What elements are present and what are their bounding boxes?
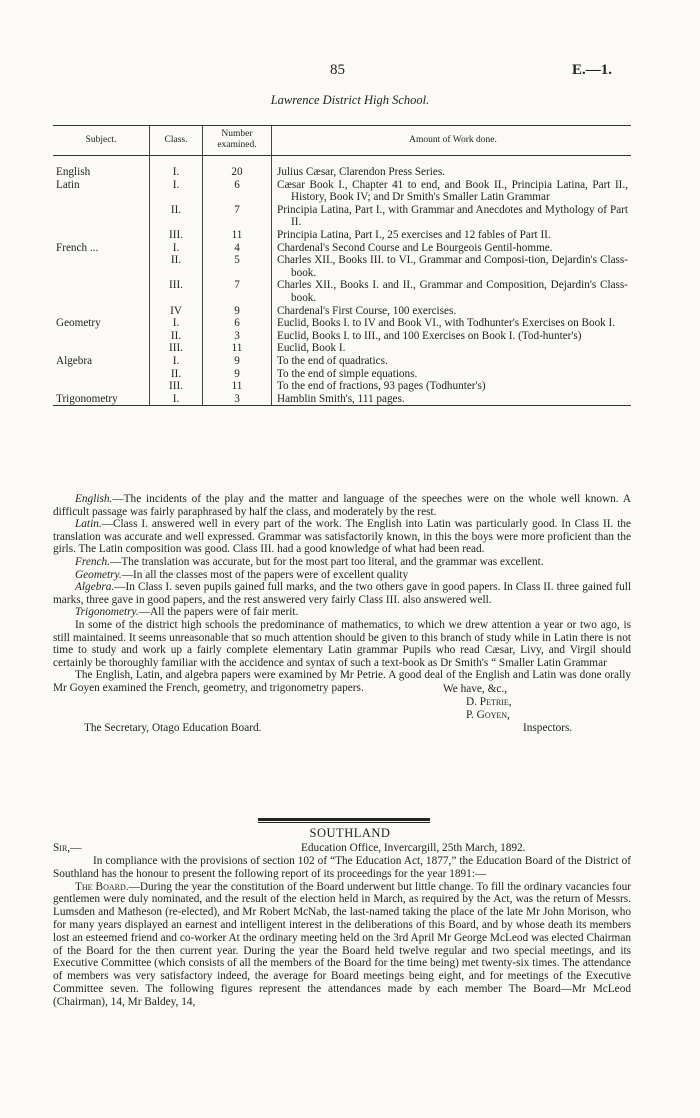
work-cell (272, 305, 632, 318)
board-label: The Board. (75, 880, 129, 893)
number-cell: 3 (203, 330, 272, 343)
work-cell (272, 368, 632, 381)
trig-paragraph: —All the papers were of fair merit. (138, 606, 299, 619)
subject-cell: English (56, 166, 91, 178)
header-class: Class. (150, 126, 203, 156)
school-title: Lawrence District High School. (270, 93, 430, 107)
work-text: Charles XII., Books III. to VI., Grammar and Composi-tion, Dejardin's Class-book. (277, 254, 628, 279)
work-cell (272, 380, 632, 393)
subject-cell (53, 229, 150, 242)
work-cell (272, 204, 632, 229)
table-row (53, 330, 631, 343)
work-cell (272, 254, 632, 279)
table-row (53, 342, 631, 355)
class-cell: IV (150, 305, 203, 318)
header-number: Number examined. (203, 126, 272, 156)
work-text: Principia Latina, Part I., with Grammar and Anecdotes and Mythology of Part II. (277, 203, 628, 229)
class-cell: III. (150, 380, 203, 393)
number-cell: 9 (203, 305, 272, 318)
trig-label: Trigonometry. (75, 606, 139, 619)
table-row (53, 279, 631, 304)
work-text: Euclid, Books I. to III., and 100 Exercises on Book I. (Tod-hunter's) (277, 329, 582, 342)
class-cell: II. (150, 330, 203, 343)
class-cell: I. (150, 242, 203, 255)
signer-petrie: D. Petrie, (466, 695, 512, 708)
work-cell (272, 342, 632, 355)
class-cell: I. (150, 355, 203, 368)
salutation: Sir,— (53, 842, 82, 854)
latin-paragraph: —Class I. answered well in every part of the work. The English into Latin was particularly good. In Class II. the translation was accurate and well expressed. Grammar was satisfactorily known, in this the boys were more proficient than the girls. The Latin composition was good. Class III. had a good knowledge of what had been read. (53, 518, 631, 556)
table-row (53, 317, 631, 330)
class-cell: I. (150, 393, 203, 406)
work-text: To the end of fractions, 93 pages (Todhunter's) (277, 380, 486, 393)
section-divider-thin (258, 822, 430, 823)
table-row (53, 305, 631, 318)
class-cell: II. (150, 368, 203, 381)
english-label: English. (75, 493, 113, 505)
work-text: Hamblin Smith's, 111 pages. (277, 392, 405, 405)
table-row (53, 229, 631, 242)
work-cell (272, 229, 632, 242)
dateline: Education Office, Invercargill, 25th March, 1892. (301, 842, 526, 854)
work-cell (272, 179, 632, 204)
southland-letter (53, 842, 631, 1009)
signature-block (53, 682, 631, 747)
compliance-paragraph: In compliance with the provisions of section 102 of “The Education Act, 1877,” the Education Board of the District of Southland has the honour to present the following report of its proceedings for the year 1891:— (53, 855, 631, 880)
work-text: Chardenal's Second Course and Le Bourgeois Gentil-homme. (277, 241, 553, 254)
class-cell: III. (150, 279, 203, 304)
header-subject: Subject. (53, 126, 150, 156)
french-label: French. (75, 555, 111, 568)
number-cell: 9 (203, 368, 272, 381)
table-row (53, 380, 631, 393)
table-row (53, 166, 631, 179)
algebra-paragraph: —In Class I. seven pupils gained full marks, and the two others gave in good papers. In Class II. three gained full marks, three gave in good papers, and the rest answered very fairly Class III. also answered well. (53, 581, 631, 606)
class-cell: III. (150, 342, 203, 355)
english-paragraph: —The incidents of the play and the matter and language of the speeches were on the whole well known. A difficult passage was fairly paraphrased by half the class, and moderately by the rest. (53, 493, 631, 518)
class-cell: III. (150, 229, 203, 242)
number-cell: 7 (203, 204, 272, 229)
work-cell (272, 355, 632, 368)
subject-cell (53, 342, 150, 355)
class-cell: II. (150, 204, 203, 229)
subject-cell: Trigonometry (53, 393, 150, 406)
signer-role: Inspectors. (523, 721, 573, 734)
work-cell (272, 330, 632, 343)
board-paragraph: —During the year the constitution of the Board underwent but little change. To fill the ordinary vacancies four gentlemen were duly nominated, and the result of the election held in March, as required by the Act, was the return of Messrs. Lumsden and Matheson (re-elected), and Mr Robert McNab, the last-named taking the place of the late Mr John Morison, who for many years displayed an earnest and intelligent interest in the deliberations of this Board, and by whose death its members lost an esteemed friend and co-worker At the ordinary meeting held on the 3rd April Mr George McLeod was elected Chairman of the Board for the then current year. During the year the Board held twelve regular and two special meetings, and its Executive Committee (which consists of all the members of the Board for the time being) met twenty-six times. The attendance of members was very satisfactory indeed, the average for Board meetings being eight, and for meetings of the Executive Committee seven. The following figures represent the attendances made by each member The Board—Mr McLeod (Chairman), 14, Mr Baldey, 14, (53, 880, 631, 1008)
work-text: Euclid, Books I. to IV and Book VI., with Todhunter's Exercises on Book I. (277, 317, 616, 330)
work-text: Chardenal's First Course, 100 exercises. (277, 304, 457, 317)
work-cell (272, 166, 632, 179)
table-row (53, 368, 631, 381)
southland-heading: SOUTHLAND (309, 826, 391, 840)
number-cell: 3 (203, 393, 272, 406)
work-table (53, 125, 631, 406)
number-cell: 4 (203, 242, 272, 255)
table-header-row (53, 126, 631, 156)
class-cell: I. (150, 317, 203, 330)
subject-cell (53, 279, 150, 304)
document-reference: E.—1. (571, 62, 612, 78)
subject-cell (53, 204, 150, 229)
subject-cell (53, 380, 150, 393)
subject-cell: Latin (56, 178, 80, 191)
number-cell: 7 (203, 279, 272, 304)
table-row (53, 242, 631, 255)
signer-goyen: P. Goyen, (466, 708, 510, 721)
geometry-label: Geometry. (75, 568, 122, 581)
number-cell: 20 (203, 166, 272, 179)
examined-paragraph: The English, Latin, and algebra papers were examined by Mr Petrie. A good deal of the English and Latin was done orally Mr Goyen examined the French, geometry, and trigonometry papers. (53, 669, 631, 694)
number-cell: 9 (203, 355, 272, 368)
work-text: To the end of quadratics. (277, 354, 388, 367)
table-row (53, 254, 631, 279)
work-text: To the end of simple equations. (277, 367, 418, 380)
work-text: Julius Cæsar, Clarendon Press Series. (277, 166, 445, 178)
work-cell (272, 279, 632, 304)
table-body (53, 156, 631, 406)
table-row (53, 204, 631, 229)
algebra-label: Algebra. (75, 581, 115, 594)
section-divider (258, 818, 430, 821)
closing: We have, &c., (443, 682, 508, 695)
number-cell: 6 (203, 317, 272, 330)
latin-label: Latin. (75, 518, 102, 531)
table-row (53, 355, 631, 368)
work-text: Principia Latina, Part I., 25 exercises and 12 fables of Part II. (277, 228, 551, 241)
number-cell: 11 (203, 342, 272, 355)
geometry-paragraph: —In all the classes most of the papers were of excellent quality (121, 568, 409, 581)
subject-cell (53, 305, 150, 318)
addressee: The Secretary, Otago Education Board. (84, 721, 262, 734)
french-paragraph: —The translation was accurate, but for the most part too literal, and the grammar was excellent. (110, 555, 544, 568)
class-cell: I. (150, 166, 203, 179)
subject-cell: Algebra (56, 354, 93, 367)
work-text: Charles XII., Books I. and II., Grammar and Composition, Dejardin's Class-book. (277, 279, 628, 304)
subject-cell: Geometry (56, 317, 101, 330)
class-cell: II. (150, 254, 203, 279)
work-text: Cæsar Book I., Chapter 41 to end, and Book II., Principia Latina, Part II., History, Book IV; and Dr Smith's Smaller Latin Grammar (277, 178, 628, 204)
subject-cell (53, 254, 150, 279)
work-cell (272, 393, 632, 406)
subject-cell (53, 368, 150, 381)
header-work: Amount of Work done. (272, 126, 632, 156)
mathematics-paragraph: In some of the district high schools the predominance of mathematics, to which we drew attention a year or two ago, is still maintained. It seems unreasonable that so much attention should be given to this branch of study while in Latin there is not time to study and work up a fairly complete elementary Latin grammar Pupils who read Cæsar, Livy, and Virgil should certainly be thoroughly familiar with the accidence and syntax of such a text-book as Dr Smith's “ Smaller Latin Grammar (53, 618, 631, 669)
table-row (53, 393, 631, 406)
report-text (53, 493, 631, 747)
class-cell: I. (150, 179, 203, 204)
number-cell: 11 (203, 229, 272, 242)
subject-cell (53, 330, 150, 343)
table-row (53, 179, 631, 204)
number-cell: 6 (203, 179, 272, 204)
page-number: 85 (330, 62, 345, 78)
work-text: Euclid, Book I. (277, 342, 346, 355)
number-cell: 11 (203, 380, 272, 393)
work-cell (272, 242, 632, 255)
work-cell (272, 317, 632, 330)
number-cell: 5 (203, 254, 272, 279)
subject-cell: French ... (56, 241, 99, 254)
